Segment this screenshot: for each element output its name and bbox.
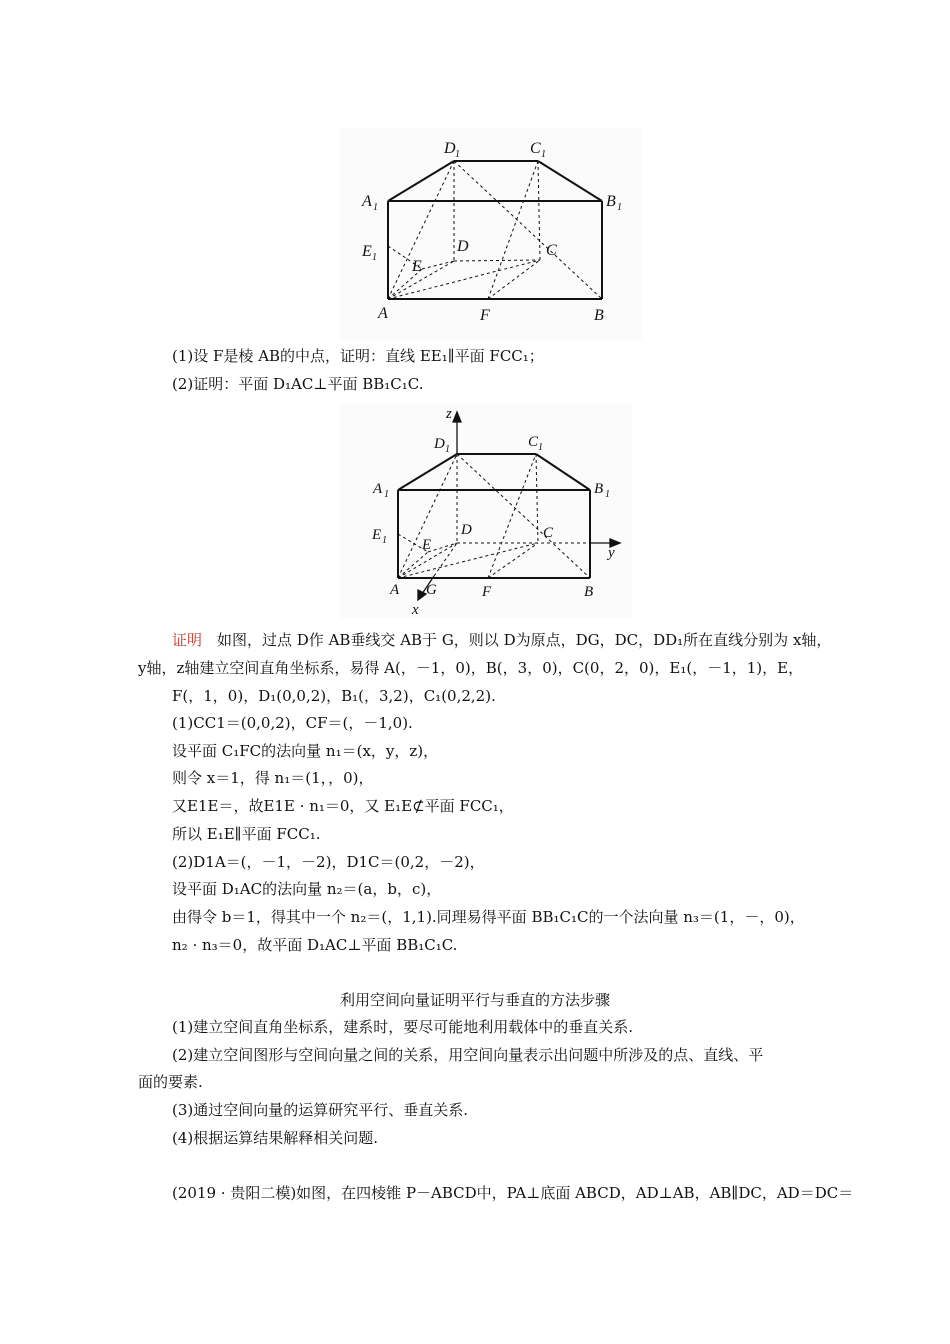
label2-D1-sub: 1 [445, 444, 450, 455]
proof-line-12: n₂ · n₃＝0，故平面 D₁AC⊥平面 BB₁C₁C. [172, 936, 458, 954]
proof-line-5: 设平面 C₁FC的法向量 n₁＝(x，y，z)， [172, 742, 439, 760]
label-B1-sub: 1 [617, 202, 622, 213]
label2-A: A [390, 582, 400, 598]
proof-line-1 [172, 630, 831, 650]
proof-line-4: (1)CC1＝(0,0,2)，CF＝(，－1,0). [172, 714, 413, 732]
label2-F: F [482, 584, 492, 600]
method-title: 利用空间向量证明平行与垂直的方法步骤 [339, 991, 610, 1009]
label-A: A [378, 305, 388, 322]
proof-line-10: 设平面 D₁AC的法向量 n₂＝(a，b，c)， [172, 880, 442, 898]
label-A1-sub: 1 [373, 202, 378, 213]
label2-B1: B [594, 481, 604, 497]
label-E1-sub: 1 [372, 252, 377, 263]
label-E1: E [362, 243, 372, 260]
prism-diagram-1 [340, 128, 642, 340]
label-axis-z: z [446, 406, 452, 422]
proof-line-3: F(，1，0)，D₁(0,0,2)，B₁(，3,2)，C₁(0,2,2). [172, 687, 496, 705]
label-D: D [457, 238, 469, 255]
label2-C1: C [528, 434, 539, 450]
figure-prism-2 [340, 404, 632, 618]
proof-line-11: 由得令 b＝1，得其中一个 n₂＝(，1,1).同理易得平面 BB₁C₁C的一个法向量 n₃＝(1，－，0)， [172, 908, 805, 926]
label2-C: C [543, 525, 554, 541]
label2-D: D [461, 522, 472, 538]
label-D1-sub: 1 [455, 149, 460, 160]
label-axis-y: y [608, 545, 615, 561]
proof-line-9: (2)D1A＝(，－1，－2)，D1C＝(0,2，－2)， [172, 853, 485, 871]
question-part-2: (2)证明：平面 D₁AC⊥平面 BB₁C₁C. [172, 375, 424, 393]
proof-line-7: 又E1E＝，故E1E · n₁＝0，又 E₁E⊄平面 FCC₁， [172, 797, 514, 815]
label-F: F [480, 307, 490, 324]
label-B: B [594, 307, 604, 324]
label2-A1-sub: 1 [384, 489, 389, 500]
label-B1: B [606, 193, 616, 210]
label2-A1: A [373, 481, 383, 497]
proof-tag: 证明 [172, 631, 203, 649]
label2-E1-sub: 1 [382, 535, 387, 546]
label2-E1: E [372, 527, 382, 543]
method-step-2b: 面的要素. [138, 1073, 203, 1091]
label2-B1-sub: 1 [605, 489, 610, 500]
next-problem-line-1: (2019 · 贵阳二模)如图，在四棱锥 P－ABCD中，PA⊥底面 ABCD，AD⊥AB，AB∥DC，AD＝DC＝ [172, 1184, 854, 1202]
label2-D1: D [434, 436, 445, 452]
proof-line-2: y轴，z轴建立空间直角坐标系，易得 A(，－1，0)，B(，3，0)，C(0，2，0)，E₁(，－1，1)，E， [138, 659, 804, 677]
question-part-1: (1)设 F是棱 AB的中点，证明：直线 EE₁∥平面 FCC₁； [172, 347, 544, 365]
label-A1: A [362, 193, 372, 210]
label2-B: B [584, 584, 594, 600]
label-C: C [546, 242, 557, 259]
label2-G: G [426, 582, 437, 598]
label-C1-sub: 1 [541, 149, 546, 160]
method-step-4: (4)根据运算结果解释相关问题. [172, 1129, 379, 1147]
label2-C1-sub: 1 [538, 442, 543, 453]
label2-E: E [422, 537, 432, 553]
method-step-3: (3)通过空间向量的运算研究平行、垂直关系. [172, 1101, 469, 1119]
label-axis-x: x [412, 602, 419, 618]
label-D1: D [444, 140, 456, 157]
label-C1: C [530, 140, 541, 157]
prism-diagram-2 [340, 404, 632, 618]
proof-line-6: 则令 x＝1，得 n₁＝(1，，0)， [172, 769, 374, 787]
method-step-2a: (2)建立空间图形与空间向量之间的关系，用空间向量表示出问题中所涉及的点、直线、平 [172, 1046, 764, 1064]
method-step-1: (1)建立空间直角坐标系，建系时，要尽可能地利用载体中的垂直关系. [172, 1018, 634, 1036]
label-E: E [412, 258, 422, 275]
proof-line-1-text: 如图，过点 D作 AB垂线交 AB于 G，则以 D为原点，DG，DC，DD₁所在直线分别为 x轴， [202, 631, 832, 649]
proof-line-8: 所以 E₁E∥平面 FCC₁. [172, 825, 321, 843]
figure-prism-1 [340, 128, 642, 340]
